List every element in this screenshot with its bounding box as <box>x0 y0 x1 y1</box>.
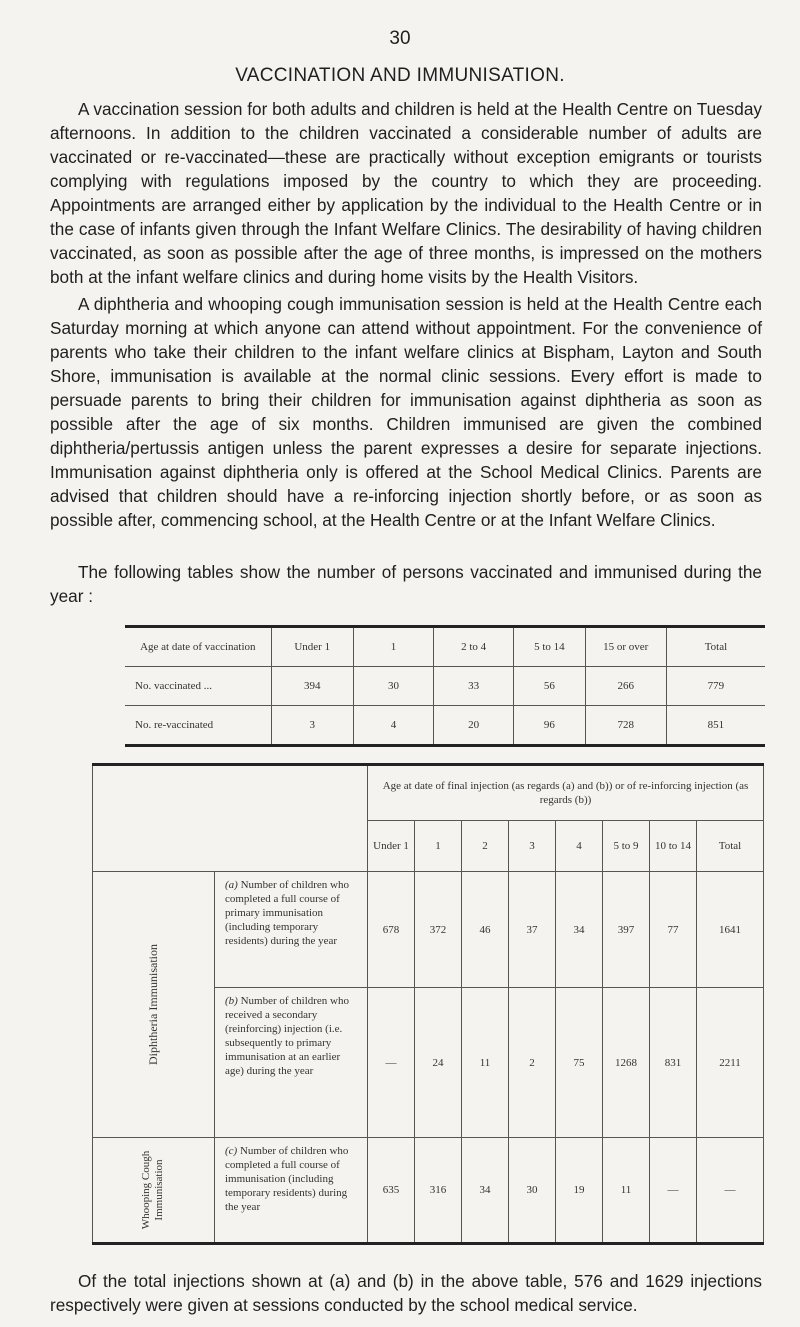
table-header-cell: 3 <box>509 821 556 872</box>
page-heading: VACCINATION AND IMMUNISATION. <box>235 65 565 86</box>
table-cell: 77 <box>650 872 697 988</box>
table-cell: 635 <box>368 1138 415 1244</box>
table-cell: 2 <box>509 988 556 1138</box>
table-cell: 11 <box>462 988 509 1138</box>
table-cell: 56 <box>514 667 585 706</box>
table-header-cell: 15 or over <box>585 627 666 667</box>
table-row <box>125 667 765 706</box>
table-cell: 30 <box>353 667 433 706</box>
row-label: No. re-vaccinated <box>125 706 271 746</box>
table-header-cell: 2 <box>462 821 509 872</box>
row-label: (b) <box>224 995 238 1007</box>
table-cell: 4 <box>353 706 433 746</box>
page-number: 30 <box>389 28 411 49</box>
table-cell: 372 <box>415 872 462 988</box>
table-header-cell: Total <box>697 821 764 872</box>
table-cell: 851 <box>666 706 765 746</box>
table-cell: 19 <box>556 1138 603 1244</box>
row-description <box>214 1138 367 1244</box>
table-cell: 11 <box>603 1138 650 1244</box>
table-header-cell: 4 <box>556 821 603 872</box>
immunisation-table-caption-row <box>93 765 764 821</box>
row-description <box>214 988 367 1138</box>
row-description <box>214 872 367 988</box>
vaccination-table-header-row <box>125 627 765 667</box>
table-header-cell: 10 to 14 <box>650 821 697 872</box>
table-corner-cell <box>93 765 368 872</box>
group-label-text: Whooping Cough Immunisation <box>140 1150 166 1230</box>
table-cell: 779 <box>666 667 765 706</box>
table-cell: 34 <box>556 872 603 988</box>
table-cell: 30 <box>509 1138 556 1244</box>
table-header-cell: 1 <box>353 627 433 667</box>
table-header-cell: 2 to 4 <box>434 627 514 667</box>
paragraph-tables-intro: The following tables show the number of persons vaccinated and immunised during the year : <box>50 562 762 606</box>
table-cell: 1268 <box>603 988 650 1138</box>
table-header-cell: Age at date of vaccination <box>125 627 271 667</box>
paragraph-injections-note: Of the total injections shown at (a) and (b) in the above table, 576 and 1629 injections respectively were given at sessions conducted by the school medical service. <box>50 1271 762 1315</box>
group-label-whooping-cough <box>93 1138 215 1244</box>
row-label: (c) <box>224 1145 238 1157</box>
immunisation-table <box>92 763 764 1245</box>
table-cell: 46 <box>462 872 509 988</box>
table-row <box>93 1138 764 1244</box>
table-cell: — <box>368 988 415 1138</box>
table-cell: 2211 <box>697 988 764 1138</box>
table-header-cell: Total <box>666 627 765 667</box>
table-caption: Age at date of final injection (as regards (a) and (b)) or of re-inforcing injection (as regards (b)) <box>368 765 764 821</box>
table-header-cell: 5 to 9 <box>603 821 650 872</box>
table-cell: — <box>650 1138 697 1244</box>
table-cell: — <box>697 1138 764 1244</box>
table-cell: 3 <box>271 706 353 746</box>
table-row <box>93 872 764 988</box>
table-header-cell: 5 to 14 <box>514 627 585 667</box>
group-label-diphtheria <box>93 872 215 1138</box>
table-cell: 831 <box>650 988 697 1138</box>
group-label-text: Diphtheria Immunisation <box>145 944 160 1065</box>
row-label: (a) <box>224 879 238 891</box>
row-text: Number of children who completed a full course of primary immunisation (including temporary residents) during the year <box>224 879 350 947</box>
paragraph-vaccination-session: A vaccination session for both adults and children is held at the Health Centre on Tuesday afternoons. In addition to the children vaccinated a considerable number of adults are vaccinated or re-vaccinated—these are practically without exception emigrants or tourists complying with regulations imposed by the country to which they are proceeding. Appointments are arranged either by application by the individual to the Health Centre or in the case of infants given through the Infant Welfare Clinics. The desirability of having children vaccinated, as soon as possible after the age of three months, is impressed on the mothers both at the infant welfare clinics and during home visits by the Health Visitors. <box>50 99 762 287</box>
table-cell: 678 <box>368 872 415 988</box>
table-cell: 37 <box>509 872 556 988</box>
table-cell: 394 <box>271 667 353 706</box>
table-header-cell: 1 <box>415 821 462 872</box>
paragraph-immunisation-session: A diphtheria and whooping cough immunisation session is held at the Health Centre each Saturday morning at which anyone can attend without appointment. For the convenience of parents who take their children to the infant welfare clinics at Bispham, Layton and South Shore, immunisation is available at the normal clinic sessions. Every effort is made to persuade parents to bring their children for immunisation against diphtheria as soon as possible after the age of six months. Children immunised are given the combined diphtheria/pertussis antigen unless the parent expresses a desire for separate injections. Immunisation against diphtheria only is offered at the School Medical Clinics. Parents are advised that children should have a re-inforcing injection shortly before, or as soon as possible after, commencing school, at the Health Centre or at the Infant Welfare Clinics. <box>50 294 762 530</box>
table-row <box>125 706 765 746</box>
table-cell: 20 <box>434 706 514 746</box>
row-label: No. vaccinated ... <box>125 667 271 706</box>
table-cell: 1641 <box>697 872 764 988</box>
vaccination-table <box>125 625 765 747</box>
table-cell: 397 <box>603 872 650 988</box>
table-header-cell: Under 1 <box>271 627 353 667</box>
table-cell: 75 <box>556 988 603 1138</box>
table-cell: 316 <box>415 1138 462 1244</box>
row-text: Number of children who received a secondary (reinforcing) injection (i.e. subsequently to primary immunisation at an earlier age) during the year <box>224 995 350 1077</box>
table-cell: 34 <box>462 1138 509 1244</box>
table-cell: 266 <box>585 667 666 706</box>
row-text: Number of children who completed a full course of immunisation (including temporary residents) during the year <box>224 1145 349 1213</box>
table-cell: 96 <box>514 706 585 746</box>
table-cell: 24 <box>415 988 462 1138</box>
table-header-cell: Under 1 <box>368 821 415 872</box>
table-cell: 33 <box>434 667 514 706</box>
table-cell: 728 <box>585 706 666 746</box>
